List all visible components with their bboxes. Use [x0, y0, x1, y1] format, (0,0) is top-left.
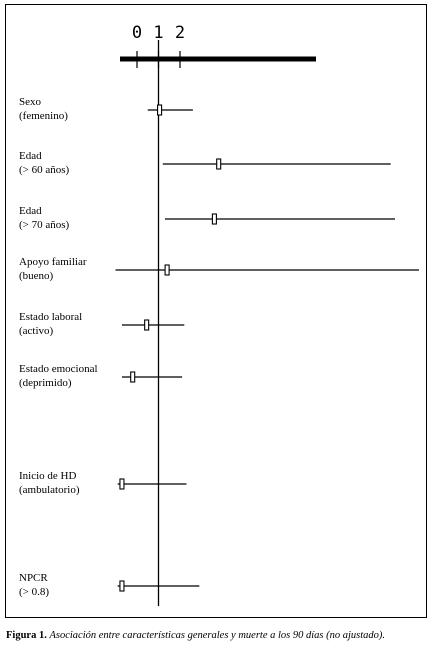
row-5 — [19, 363, 182, 389]
row-label-1-0: Edad — [19, 150, 42, 162]
row-label-7-0: NPCR — [19, 572, 48, 584]
rows-group — [19, 96, 419, 598]
row-label-6-0: Inicio de HD — [19, 470, 77, 482]
row-label-2-0: Edad — [19, 205, 42, 217]
row-label-0-0: Sexo — [19, 96, 41, 108]
row-label-5-0: Estado emocional — [19, 363, 98, 375]
point-estimate-1 — [217, 159, 221, 169]
point-estimate-5 — [131, 372, 135, 382]
row-label-4-1: (activo) — [19, 325, 54, 337]
row-7 — [19, 572, 199, 598]
row-2 — [19, 205, 395, 231]
point-estimate-3 — [165, 265, 169, 275]
caption-lead: Figura 1. — [6, 630, 47, 641]
point-estimate-0 — [158, 105, 162, 115]
tick-label-2: 2 — [174, 23, 186, 43]
tick-label-0: 0 — [131, 23, 143, 43]
row-1 — [19, 150, 391, 176]
row-0 — [19, 96, 193, 122]
row-label-4-0: Estado laboral — [19, 311, 83, 323]
point-estimate-7 — [120, 581, 124, 591]
row-label-0-1: (femenino) — [19, 110, 68, 122]
figure-caption — [6, 630, 434, 641]
point-estimate-6 — [120, 479, 124, 489]
row-label-3-0: Apoyo familiar — [19, 256, 87, 268]
row-4 — [19, 311, 184, 337]
row-label-5-1: (deprimido) — [19, 377, 72, 389]
row-label-2-1: (> 70 años) — [19, 219, 70, 231]
row-6 — [19, 470, 186, 496]
tick-label-1: 1 — [153, 23, 164, 43]
row-label-1-1: (> 60 años) — [19, 164, 70, 176]
row-label-3-1: (bueno) — [19, 270, 54, 282]
row-label-7-1: (> 0.8) — [19, 586, 50, 598]
caption-text: Asociación entre características generales y muerte a los 90 días (no ajustado). — [49, 630, 386, 641]
row-label-6-1: (ambulatorio) — [19, 484, 80, 496]
point-estimate-4 — [145, 320, 149, 330]
row-3 — [19, 256, 419, 282]
point-estimate-2 — [212, 214, 216, 224]
